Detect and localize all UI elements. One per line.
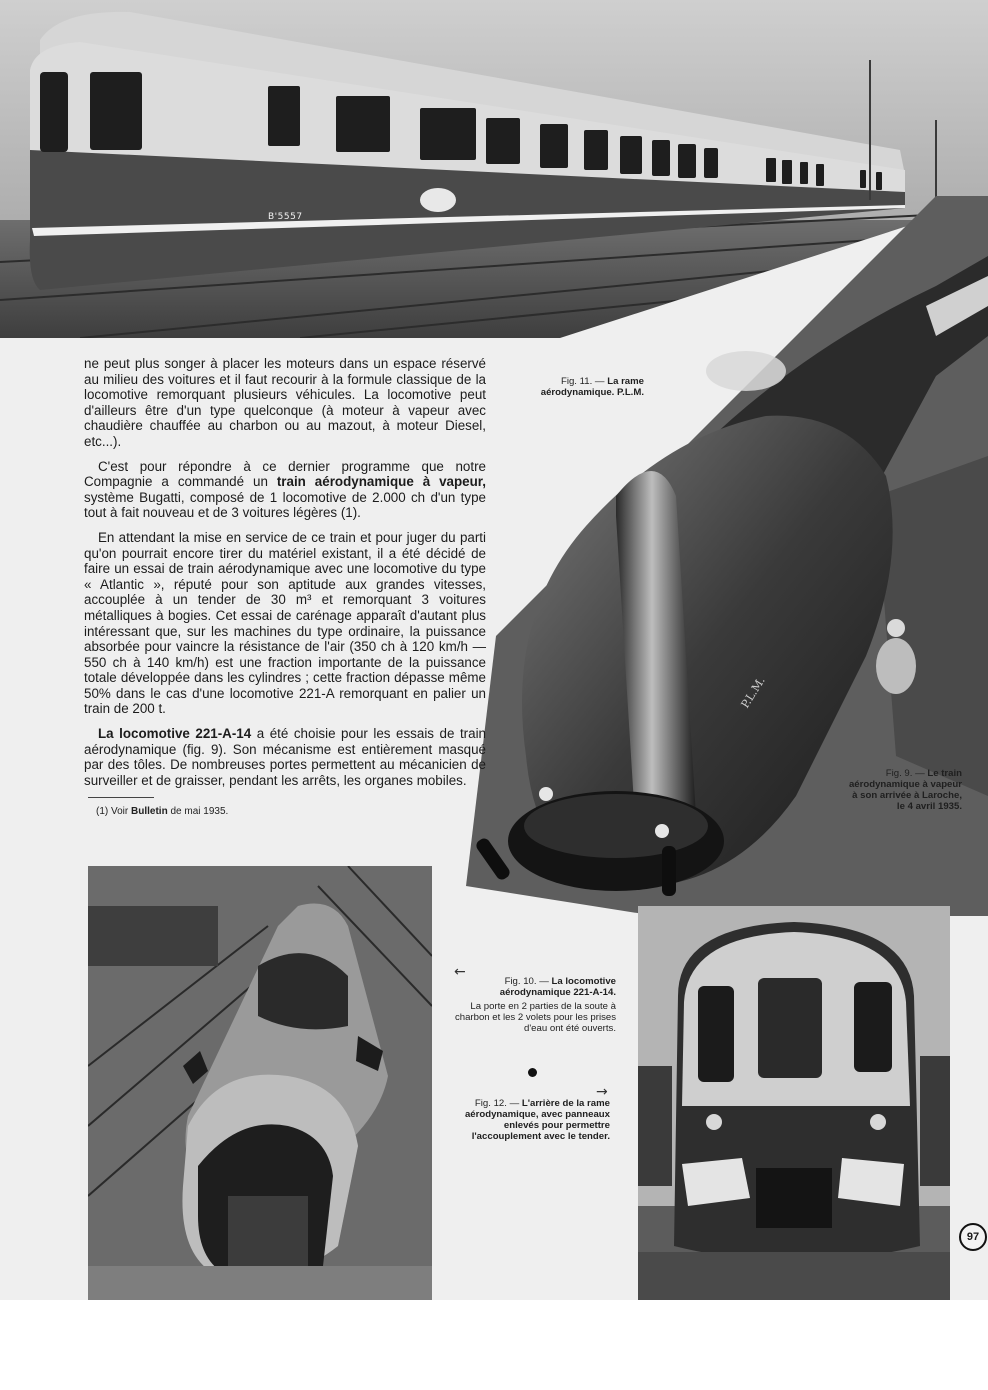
article-paragraph-4 — [84, 726, 486, 788]
footnote-bold: Bulletin — [131, 806, 168, 818]
caption-fig-11-label: Fig. 11. — — [560, 376, 608, 387]
caption-fig-12-label: Fig. 12. — — [474, 1098, 522, 1109]
loco-marking: P.L.M. — [738, 674, 768, 711]
arrow-left-icon: ← — [454, 964, 464, 980]
caption-fig-10-text: La porte en 2 parties de la soute à charbon et les 2 volets pour les prises d'eau ont été ouverts. — [454, 1001, 616, 1034]
caption-fig-9-text: Le train aérodynamique à vapeur à son arrivée à Laroche, le 4 avril 1935. — [848, 768, 962, 812]
caption-fig-12 — [450, 1098, 610, 1142]
caption-fig-10-label: Fig. 10. — — [504, 976, 552, 987]
article-body — [84, 356, 486, 818]
footnote — [96, 806, 486, 818]
p2-text-a: C'est pour répondre à ce dernier programme que notre Compagnie a commandé un — [84, 458, 486, 490]
arrow-right-icon: → — [596, 1084, 606, 1100]
p4-text: a été choisie pour les essais de train aérodynamique (fig. 9). Son mécanisme est entièrement masqué par des tôles. De nombreuses portes permettent au mécanicien de surveiller et de graisser, pendant les arrêts, les organes mobiles. — [84, 726, 486, 788]
caption-fig-11-text: La rame aérodynamique. P.L.M. — [540, 376, 644, 398]
article-paragraph-1: ne peut plus songer à placer les moteurs dans un espace réservé au milieu des voitures et il faut recourir à la formule classique de la locomotive remorquant plusieurs véhicules. La locomotive peut d'ailleurs être d'un type quelconque (à moteur à vapeur avec chaudière chauffée au charbon ou au mazout, à moteur Diesel, etc...). — [84, 356, 486, 449]
caption-fig-11 — [520, 376, 644, 398]
p2-bold: train aérodynamique à vapeur, — [276, 474, 486, 490]
p2-text-b: système Bugatti, composé de 1 locomotive de 2.000 ch d'un type tout à fait nouveau et de 3 voitures légères (1). — [84, 489, 486, 521]
caption-fig-9 — [842, 768, 962, 812]
caption-fig-9-label: Fig. 9. — — [885, 768, 928, 779]
separator-dot — [528, 1068, 537, 1077]
footnote-text-a: (1) Voir — [96, 806, 132, 818]
footnote-divider — [88, 797, 154, 798]
footnote-text-b: de mai 1935. — [167, 806, 229, 818]
photo-rear-of-streamlined-train — [638, 906, 950, 1300]
caption-fig-10 — [452, 976, 616, 1034]
caption-fig-10-title: La locomotive aérodynamique 221-A-14. — [499, 976, 616, 998]
page-number: 97 — [959, 1223, 987, 1251]
p4-bold: La locomotive 221-A-14 — [98, 726, 252, 742]
article-paragraph-2 — [84, 459, 486, 521]
caption-fig-12-text: L'arrière de la rame aérodynamique, avec panneaux enlevés pour permettre l'accouplement avec le tender. — [464, 1098, 610, 1142]
car-number-label: B'5557 — [268, 212, 303, 222]
bottom-white-band — [0, 1300, 988, 1390]
photo-locomotive-221-A-14 — [88, 866, 432, 1300]
article-paragraph-3: En attendant la mise en service de ce train et pour juger du parti qu'on pourrait encore tirer du matériel existant, il a été décidé de faire un essai de train aérodynamique avec une locomotive du type « Atlantic », réputé pour son aptitude aux grandes vitesses, accouplée à un tender de 30 m³ et remorquant 3 voitures métalliques à bogies. Cet essai de carénage apparaît d'autant plus intéressant que, sur les machines du type ordinaire, la puissance absorbée pour vaincre la résistance de l'air (350 ch à 120 km/h — 550 ch à 140 km/h) est une fraction importante de la puissance totale développée dans les cylindres ; cette fraction dépasse même 50% dans le cas d'une locomotive 221-A remorquant en palier un train de 200 t. — [84, 529, 486, 717]
